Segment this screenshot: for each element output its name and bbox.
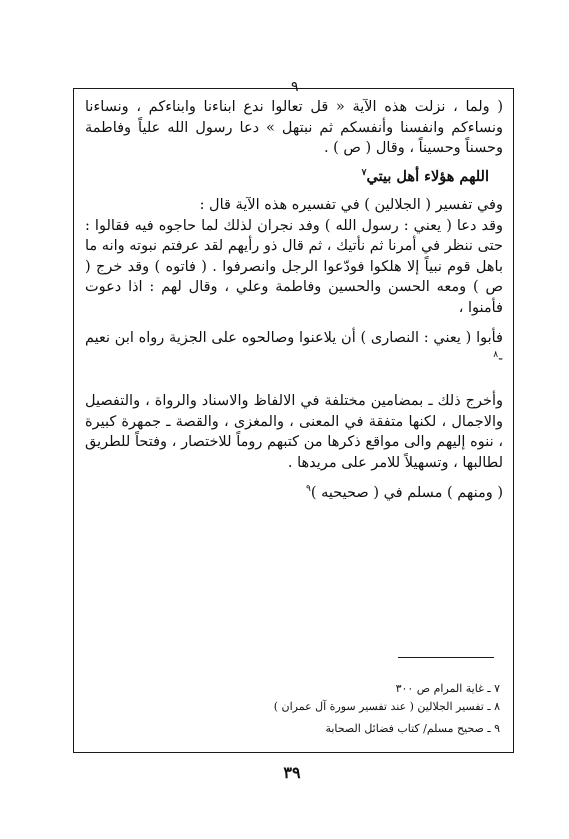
page-number: ٣٩	[283, 763, 301, 782]
footnote-9: ٩ ـ صحيح مسلم/ كتاب فضائل الصحابة	[325, 722, 500, 735]
footnote-ref-8: ٨	[493, 349, 499, 360]
footnote-7: ٧ ـ غاية المرام ص ٣٠٠	[395, 682, 500, 695]
footnote-ref-9: ٩	[306, 484, 311, 495]
prayer-quote-text: اللهم هؤلاء أهل بيتي	[366, 167, 489, 185]
paragraph-narrators: وأخرج ذلك ـ بمضامين مختلفة في الالفاظ والاسناد والرواة ، والتفصيل والاجمال ، لكنها متفقة في المعنى ، والمغزى ، والقصة ـ جمهرة كبيرة ، ننوه إليهم والى مواقع ذكرها من كتبهم روماً للاختصار ، وفتحاً للطريق لطالبها ، وتسهيلاً للامر على مريدها .	[85, 393, 503, 471]
footnote-8: ٨ ـ تفسير الجلالين ( عند تفسير سورة آل عمران )	[273, 699, 500, 713]
jizya-text: فأبوا ( يعني : النصارى ) أن يلاعنوا وصالحوه على الجزية رواه ابن نعيم -	[85, 330, 503, 367]
footnotes	[260, 680, 500, 738]
footnote-divider	[398, 657, 494, 658]
paragraph-muslim	[85, 483, 503, 504]
paragraph-najran-account: وقد دعا ( يعني : رسول الله ) وفد نجران لذلك لما حاجوه فيه فقالوا : حتى ننظر في أمرنا ثم نأتيك ، ثم قال ذو رأيهم لقد عرفتم نبوته وانه ما باهل قوم نبياً إلا هلكوا فودّعوا الرجل وانصرفوا . ( فاتوه ) وقد خرج ( ص ) ومعه الحسن والحسين وفاطمة وعلي ، وقال لهم : اذا دعوت فأمنوا ،	[85, 217, 503, 316]
top-mark: ٩	[291, 79, 299, 95]
footnote-ref-7: ٧	[361, 167, 367, 178]
paragraph-jalalayn-intro: وفي تفسير ( الجلالين ) في تفسيره هذه الآية قال :	[199, 197, 503, 213]
main-text	[85, 97, 503, 504]
paragraph-verse-intro: ( ولما ، نزلت هذه الآية « قل تعالوا ندع ابناءنا وابناءكم ، ونساءنا ونساءكم وانفسنا وأنفسكم ثم نبتهل » دعا رسول الله علياً وفاطمة وحسناً وحسيناً ، وقال ( ص ) .	[85, 99, 503, 156]
muslim-text: ( ومنهم ) مسلم في ( صحيحيه )	[310, 485, 503, 501]
paragraph-prayer-quote	[85, 167, 503, 188]
paragraph-jizya	[85, 328, 503, 369]
